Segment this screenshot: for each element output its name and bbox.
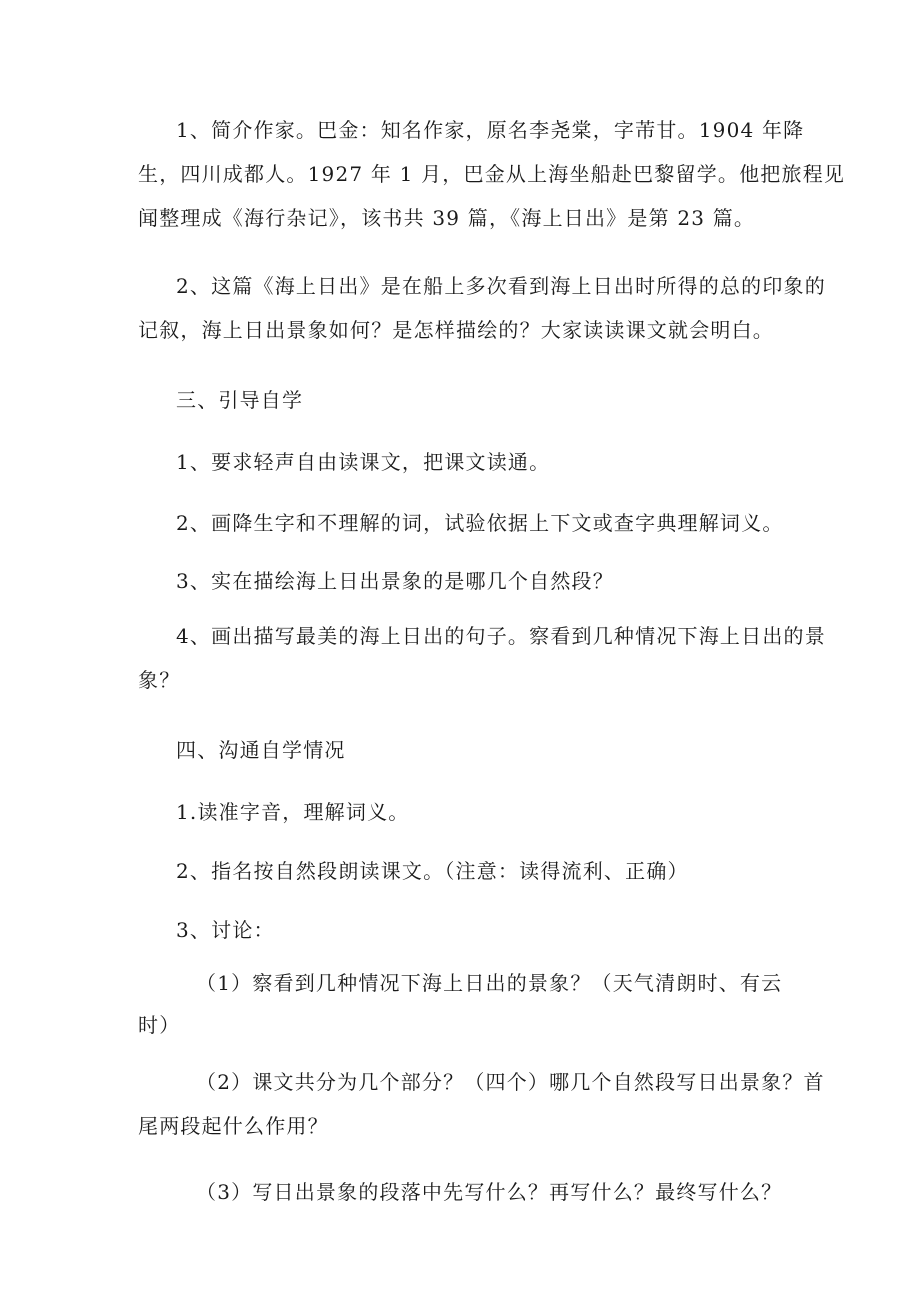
paragraph-step-4	[0, 614, 826, 702]
paragraph-question-2	[0, 1060, 825, 1148]
paragraph-line: 闻整理成《海行杂记》，该书共 39 篇，《海上日出》是第 23 篇。	[138, 206, 756, 230]
paragraph-line: （2）课文共分为几个部分？（四个）哪几个自然段写日出景象？首	[196, 1070, 825, 1094]
paragraph-step-1: 1、要求轻声自由读课文，把课文读通。	[176, 450, 551, 474]
paragraph-question-3: （3）写日出景象的段落中先写什么？再写什么？最终写什么？	[196, 1180, 783, 1204]
paragraph-line: 象？	[138, 668, 181, 692]
section-heading-discussion: 四、沟通自学情况	[176, 738, 346, 762]
paragraph-line: 生，四川成都人。1927 年 1 月，巴金从上海坐船赴巴黎留学。他把旅程见	[138, 162, 846, 186]
paragraph-line: 1、简介作家。巴金：知名作家，原名李尧棠，字芾甘。1904 年降	[176, 118, 805, 142]
paragraph-question-1	[0, 962, 782, 1046]
paragraph-line: 时）	[138, 1013, 181, 1037]
paragraph-line: 记叙，海上日出景象如何？是怎样描绘的？大家读读课文就会明白。	[138, 318, 774, 342]
paragraph-line: （1）察看到几种情况下海上日出的景象？（天气清朗时、有云	[196, 971, 783, 995]
paragraph-step-2: 2、画降生字和不理解的词，试验依据上下文或查字典理解词义。	[176, 511, 784, 535]
paragraph-item-2: 2、指名按自然段朗读课文。（注意：读得流利、正确）	[176, 859, 689, 883]
paragraph-item-3: 3、讨论：	[176, 918, 275, 942]
paragraph-step-3: 3、实在描绘海上日出景象的是哪几个自然段？	[176, 569, 614, 593]
paragraph-line: 2、这篇《海上日出》是在船上多次看到海上日出时所得的总的印象的	[176, 274, 826, 298]
section-heading-self-study: 三、引导自学	[176, 388, 304, 412]
paragraph-line: 尾两段起什么作用？	[138, 1114, 329, 1138]
paragraph-item-1: 1.读准字音，理解词义。	[176, 800, 410, 824]
paragraph-line: 4、画出描写最美的海上日出的句子。察看到几种情况下海上日出的景	[176, 624, 826, 648]
paragraph-author-intro	[0, 108, 845, 240]
paragraph-text-intro	[0, 264, 826, 352]
